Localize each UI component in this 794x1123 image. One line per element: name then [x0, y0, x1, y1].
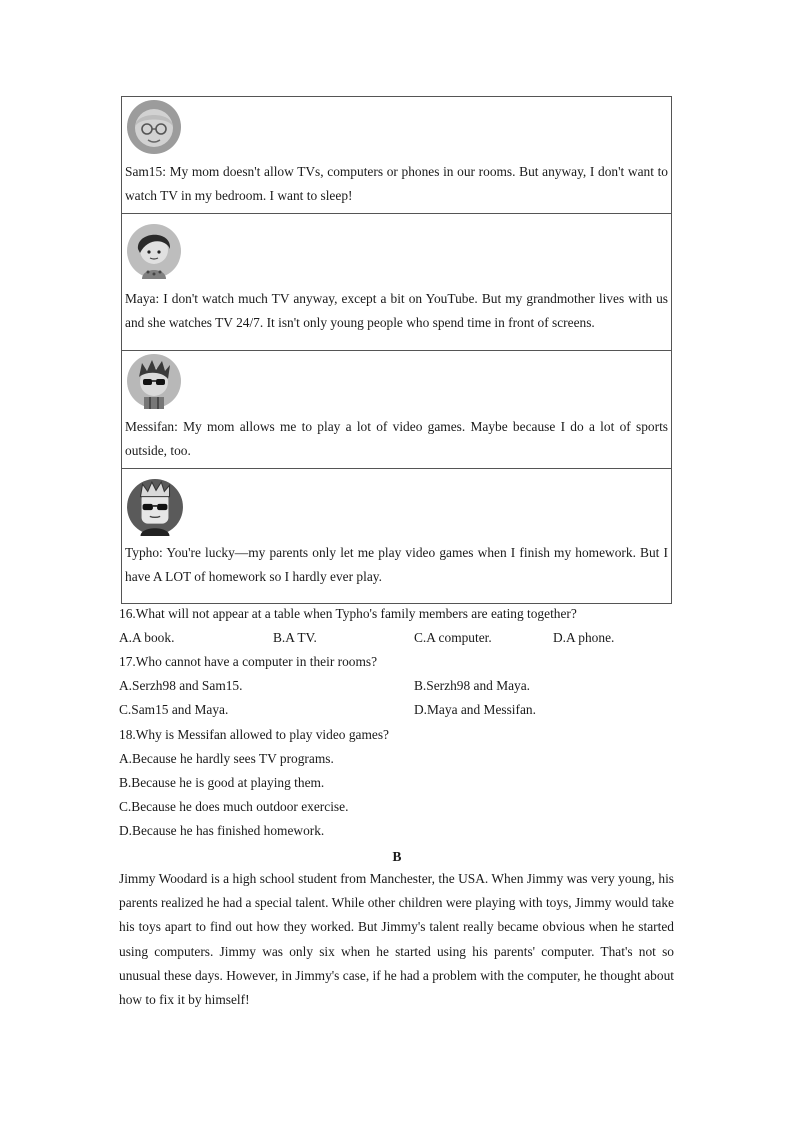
post-text: Maya: I don't watch much TV anyway, except a bit on YouTube. But my grandmother lives with us and she watches TV 24/7. It isn't only young people who spend time in front of screens.	[125, 291, 668, 330]
question-16-option-c[interactable]: C.A computer.	[414, 630, 492, 645]
question-18-option-b[interactable]: B.Because he is good at playing them.	[119, 775, 325, 790]
boy-sunglasses-avatar-icon	[126, 353, 182, 409]
question-17-option-b[interactable]: B.Serzh98 and Maya.	[414, 678, 531, 693]
question-18-option-a[interactable]: A.Because he hardly sees TV programs.	[119, 751, 334, 766]
post-text: Typho: You're lucky—my parents only let me play video games when I finish my homework. But I have A LOT of homework so I hardly ever play.	[125, 545, 668, 584]
question-17-stem: 17.Who cannot have a computer in their rooms?	[119, 654, 378, 669]
section-b-paragraph: Jimmy Woodard is a high school student from Manchester, the USA. When Jimmy was very young, his parents realized he had a special talent. While other children were playing with toys, Jimmy would take his toys apart to find out how they worked. But Jimmy's talent really became obvious when he started using computers. Jimmy was only six when he started using his parents' computer. That's not so unusual these days. However, in Jimmy's case, if he had a problem with the computer, he thought about how to fix it by himself!	[119, 871, 674, 1008]
post-text: Messifan: My mom allows me to play a lot of video games. Maybe because I do a lot of sports outside, too.	[125, 419, 668, 458]
girl-glasses-avatar-icon	[126, 99, 182, 155]
forum-posts-box	[121, 96, 672, 604]
forum-post-sam15	[122, 97, 671, 214]
forum-post-typho	[122, 469, 671, 604]
question-16-stem: 16.What will not appear at a table when Typho's family members are eating together?	[119, 606, 577, 621]
boy-sunglasses-spiky-hair-avatar-icon	[126, 478, 184, 536]
question-18-stem: 18.Why is Messifan allowed to play video games?	[119, 727, 389, 742]
question-18-option-c[interactable]: C.Because he does much outdoor exercise.	[119, 799, 349, 814]
forum-post-maya	[122, 214, 671, 351]
question-16-option-a[interactable]: A.A book.	[119, 630, 175, 645]
post-text: Sam15: My mom doesn't allow TVs, computers or phones in our rooms. But anyway, I don't want to watch TV in my bedroom. I want to sleep!	[125, 164, 668, 203]
question-17-option-a[interactable]: A.Serzh98 and Sam15.	[119, 678, 243, 693]
question-16-option-d[interactable]: D.A phone.	[553, 630, 615, 645]
section-b-heading: B	[392, 849, 402, 864]
question-17-option-d[interactable]: D.Maya and Messifan.	[414, 702, 536, 717]
question-18-option-d[interactable]: D.Because he has finished homework.	[119, 823, 325, 838]
question-17-option-c[interactable]: C.Sam15 and Maya.	[119, 702, 229, 717]
girl-dark-hair-avatar-icon	[126, 223, 182, 279]
forum-post-messifan	[122, 351, 671, 469]
question-16-option-b[interactable]: B.A TV.	[273, 630, 317, 645]
